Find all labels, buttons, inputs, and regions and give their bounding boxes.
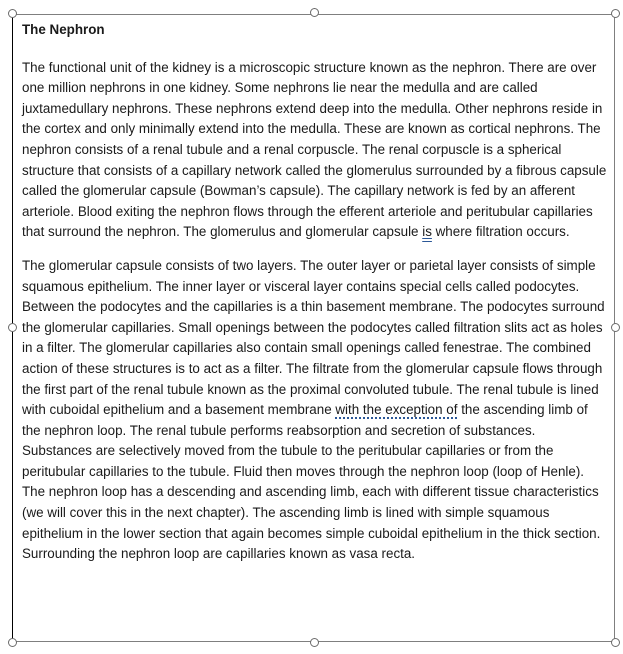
resize-handle-top-left[interactable] — [8, 9, 17, 18]
paragraph-2-text: The glomerular capsule consists of two layers. The outer layer or parietal layer consists of simple squamous epithelium. The inner layer or visceral layer contains special cells called podocytes. Between the podocytes and the capillaries is a thin basement membrane. The podocytes surround the glomerular capillaries. Small openings between the podocytes called filtration slits act as holes in a filter. The glomerular capillaries also contain small openings called fenestrae. The combined action of these structures is to act as a filter. The filtrate from the glomerular capsule flows through the first part of the renal tubule known as the proximal convoluted tubule. The renal tubule is lined with cuboidal epithelium and a basement membrane — [22, 257, 605, 418]
resize-handle-middle-right[interactable] — [611, 323, 620, 332]
resize-handle-bottom-right[interactable] — [611, 638, 620, 647]
resize-handle-bottom-center[interactable] — [310, 638, 319, 647]
paragraph-2 — [22, 256, 608, 565]
rotation-handle[interactable] — [310, 8, 319, 17]
paragraph-1-text: The functional unit of the kidney is a microscopic structure known as the nephron. There are over one million nephrons in one kidney. Some nephrons lie near the medulla and are called juxtamedullary nephrons. These nephrons extend deep into the medulla. Other nephrons reside in the cortex and only minimally extend into the medulla. These are known as cortical nephrons. The nephron consists of a renal tubule and a renal corpuscle. The renal corpuscle is a spherical structure that consists of a capillary network called the glomerulus surrounded by a fibrous capsule called the glomerular capsule (Bowman’s capsule). The capillary network is fed by an afferent arteriole. Blood exiting the nephron flows through the efferent arteriole and peritubular capillaries that surround the nephron. The glomerulus and glomerular capsule — [22, 59, 607, 240]
paragraph-2-text-end: the ascending limb of the nephron loop. The renal tubule performs reabsorption and secretion of substances. Substances are selectively moved from the tubule to the peritubular capillaries or from the peritubular capillaries to the tubule. Fluid then moves through the nephron loop (loop of Henle). The nephron loop has a descending and ascending limb, each with different tissue characteristics (we will cover this in the next chapter). The ascending limb is lined with simple squamous epithelium in the lower section that again becomes simple cuboidal epithelium in the thick section. Surrounding the nephron loop are capillaries known as vasa recta. — [22, 402, 601, 562]
resize-handle-middle-left[interactable] — [8, 323, 17, 332]
paragraph-1-text-end: where filtration occurs. — [431, 224, 570, 240]
grammar-flag-is[interactable]: is — [422, 224, 432, 240]
resize-handle-bottom-left[interactable] — [8, 638, 17, 647]
document-title: The Nephron — [22, 22, 105, 37]
paragraph-1 — [22, 58, 608, 243]
text-box-content[interactable] — [22, 20, 608, 578]
resize-handle-top-right[interactable] — [611, 9, 620, 18]
grammar-flag-phrase[interactable]: with the exception of — [335, 402, 458, 418]
